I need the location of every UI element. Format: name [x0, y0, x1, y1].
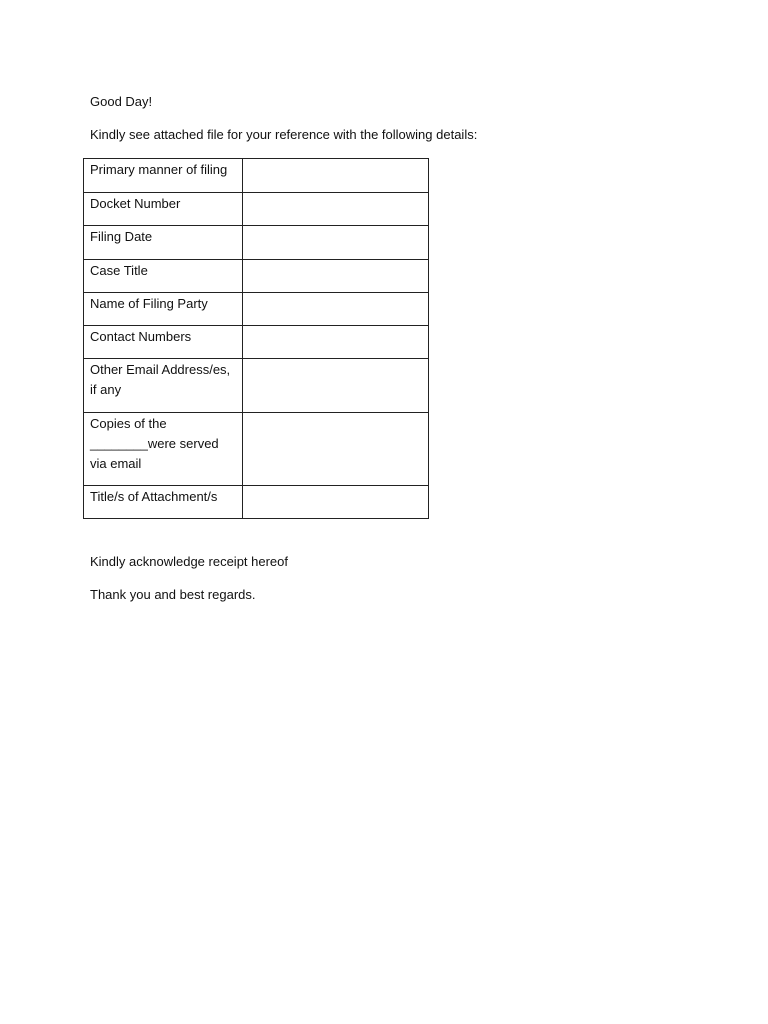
row-label-cell	[84, 293, 243, 326]
row-label: Filing Date	[90, 229, 153, 244]
row-label-cell	[84, 326, 243, 359]
table-row	[84, 260, 429, 293]
row-label-cell	[84, 260, 243, 293]
acknowledge-text: Kindly acknowledge receipt hereof	[90, 554, 289, 569]
intro-text: Kindly see attached file for your reference with the following details:	[90, 127, 478, 142]
table-row	[84, 359, 429, 413]
closing-text: Thank you and best regards.	[90, 587, 256, 602]
row-value-cell	[243, 293, 429, 326]
row-label: Primary manner of filing	[90, 162, 228, 177]
row-value-cell	[243, 159, 429, 193]
row-label: Name of Filing Party	[90, 296, 208, 311]
table-row	[84, 193, 429, 226]
table-row	[84, 226, 429, 260]
row-label-cell	[84, 226, 243, 260]
table-row	[84, 413, 429, 486]
table-row	[84, 159, 429, 193]
row-label: Other Email Address/es, if any	[90, 362, 231, 397]
row-value-cell	[243, 486, 429, 519]
details-table	[83, 158, 429, 519]
row-label: Copies of the ________were served via email	[90, 416, 219, 471]
row-value-cell	[243, 413, 429, 486]
greeting-text: Good Day!	[90, 94, 153, 109]
row-value-cell	[243, 326, 429, 359]
row-label-cell	[84, 413, 243, 486]
row-value-cell	[243, 260, 429, 293]
table-row	[84, 326, 429, 359]
row-label: Case Title	[90, 263, 148, 278]
row-label-cell	[84, 486, 243, 519]
row-value-cell	[243, 359, 429, 413]
row-label: Contact Numbers	[90, 329, 192, 344]
row-label-cell	[84, 193, 243, 226]
row-value-cell	[243, 226, 429, 260]
row-label-cell	[84, 159, 243, 193]
row-label: Title/s of Attachment/s	[90, 489, 218, 504]
row-value-cell	[243, 193, 429, 226]
table-row	[84, 486, 429, 519]
row-label: Docket Number	[90, 196, 181, 211]
row-label-cell	[84, 359, 243, 413]
table-row	[84, 293, 429, 326]
